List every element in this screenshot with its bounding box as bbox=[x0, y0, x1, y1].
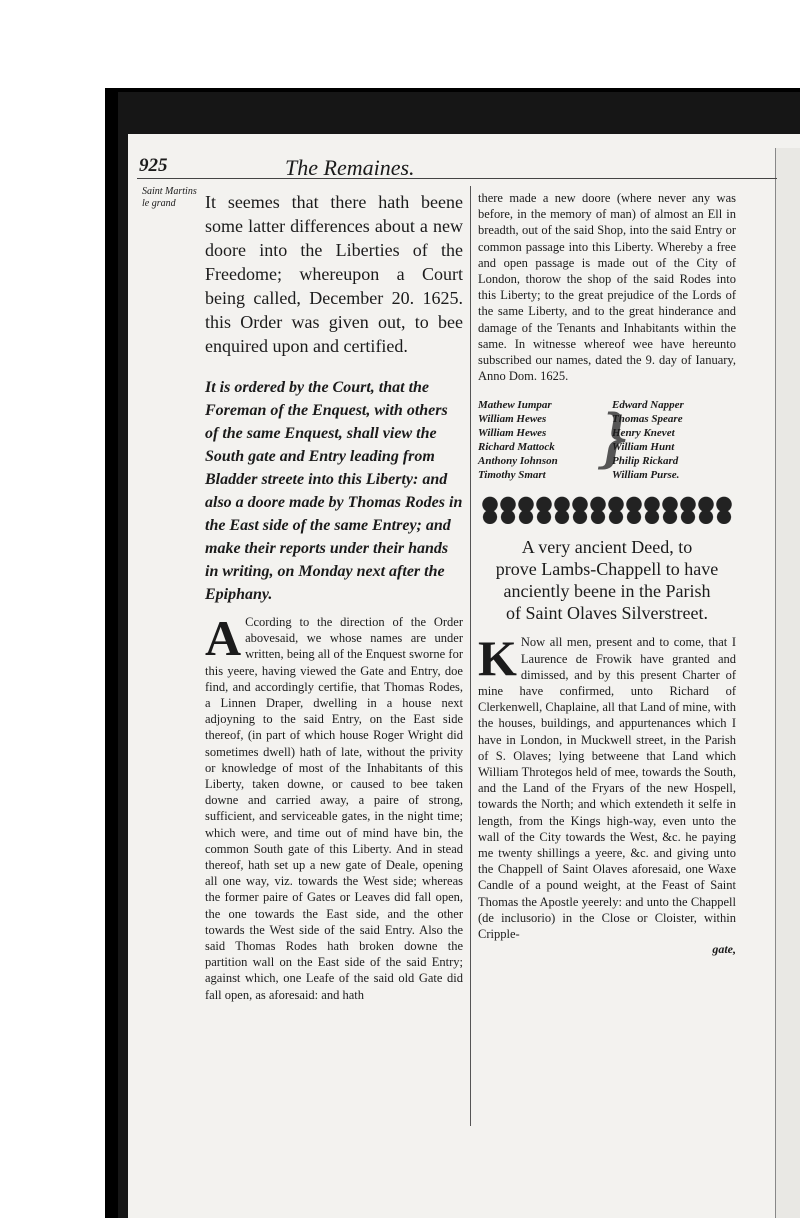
signatory: Edward Napper bbox=[612, 399, 684, 412]
signatories-right bbox=[612, 398, 736, 482]
signatories-left bbox=[478, 398, 602, 482]
catchword: gate, bbox=[712, 942, 736, 957]
certificate-text: Ccording to the direction of the Order abovesaid, we whose names are under written, being all of the Enquest sworne for this yeere, having viewed the Gate and Entry, doe find, and accordingly certifie, that Thomas Rodes, a Linnen Draper, dwelling in a house next adjoyning to the said Entry, on the East side thereof, (in part of which house Roger Wright did sometimes dwell) hath of late, without the privity or knowledge of most of the Inhabitants of this Liberty, taken downe, or caused to bee taken downe and carried away, a paire of strong, sufficient, and serviceable gates, in the night time; which were, and time out of mind have bin, the common South gate of this Liberty. And in stead thereof, hath set up a new gate of Deale, opening all one way, viz. towards the West side; whereas the former paire of Gates or Leaves did fall open, the one towards the East side, and the other towards the West side of the said Entry. Also the said Thomas Rodes hath broken downe the partition wall on the East side of the said Entry; against which, one Leafe of the said old Gate did fall open, as aforesaid: and hath bbox=[205, 615, 463, 1002]
signatory: William Hewes bbox=[478, 413, 547, 426]
signatory: Thomas Speare bbox=[612, 413, 683, 426]
signatory: William Hewes bbox=[478, 427, 547, 440]
page-number: 925 bbox=[139, 155, 168, 176]
printers-ornament bbox=[478, 496, 736, 526]
deed-heading bbox=[478, 536, 736, 624]
signatory: Philip Rickard bbox=[612, 455, 679, 468]
intro-paragraph: It seemes that there hath beene some latter differences about a new doore into the Liberties of the Freedome; whereupon a Court being called, December 20. 1625. this Order was given out, to bee enquired upon and certified. bbox=[205, 192, 463, 356]
left-column bbox=[205, 190, 463, 1003]
right-column bbox=[478, 190, 736, 957]
certificate-paragraph bbox=[205, 610, 463, 1003]
signatory: Mathew Iumpar bbox=[478, 399, 552, 412]
deed-paragraph bbox=[478, 630, 736, 942]
deed-heading-line: A very ancient Deed, to bbox=[521, 537, 693, 558]
signatory: Richard Mattock bbox=[478, 441, 555, 454]
signatories bbox=[478, 398, 736, 482]
deed-heading-line: anciently beene in the Parish bbox=[503, 581, 711, 602]
column-divider bbox=[470, 186, 471, 1126]
deed-heading-line: prove Lambs-Chappell to have bbox=[495, 559, 719, 580]
drop-capital: K bbox=[478, 630, 517, 687]
deed-text: Now all men, present and to come, that I Laurence de Frowik have granted and dimissed, and by this present Charter of mine have confirmed, unto Richard of Clerkenwell, Chaplaine, all that Land of mine, with the houses, buildings, and appurtenances which I have in London, in Muckwell street, in the Parish of S. Olaves; lying betweene that Land which William Throtegos held of mee, towards the South, and the Land of the Fryars of the new Hospell, towards the North; and which extendeth it selfe in length, from the Kings high-way, even unto the wall of the City towards the West, &c. he paying me twenty shillings a yeere, &c. and giving unto the Chappell of Saint Olaves aforesaid, one Waxe Candle of a pound weight, at the Feast of Saint Thomas the Apostle yeerely: and unto the Chappell (de inclusorio) in the Close or Cloister, within Cripple- bbox=[478, 635, 736, 942]
signatory: Timothy Smart bbox=[478, 469, 546, 482]
page-edge bbox=[775, 148, 800, 1218]
signatory: Henry Knevet bbox=[612, 427, 675, 440]
signatory: William Purse. bbox=[612, 469, 680, 482]
court-order: It is ordered by the Court, that the Foreman of the Enquest, with others of the same Enquest, shall view the South gate and Entry leading from Bladder streete into this Liberty: and also a doore made by Thomas Rodes in the East side of the same Entrey; and make their reports under their hands in writing, on Monday next after the Epiphany. bbox=[205, 379, 463, 603]
margin-note: Saint Martins le grand bbox=[142, 186, 197, 209]
continued-text: there made a new doore (where never any was before, in the memory of man) of almost an Ell in breadth, out of the said Shop, into the said Entry or common passage into this Liberty. Whereby a free and open passage is made out of the City of London, thorow the shop of the said Rodes into this Liberty; to the great prejudice of the Lords of the same Liberty, and to the great hinderance and damage of the Tenants and Inhabitants within the same. In witnesse whereof wee have hereunto subscribed our names, dated the 9. day of Ianuary, Anno Dom. 1625. bbox=[478, 191, 736, 384]
header-rule bbox=[137, 178, 777, 179]
drop-capital: A bbox=[205, 610, 242, 666]
signatory: William Hunt bbox=[612, 441, 675, 454]
signatory: Anthony Iohnson bbox=[478, 455, 558, 468]
deed-heading-line: of Saint Olaves Silverstreet. bbox=[506, 603, 708, 624]
running-title: The Remaines. bbox=[285, 155, 415, 180]
brace-glyph: } bbox=[602, 399, 627, 477]
